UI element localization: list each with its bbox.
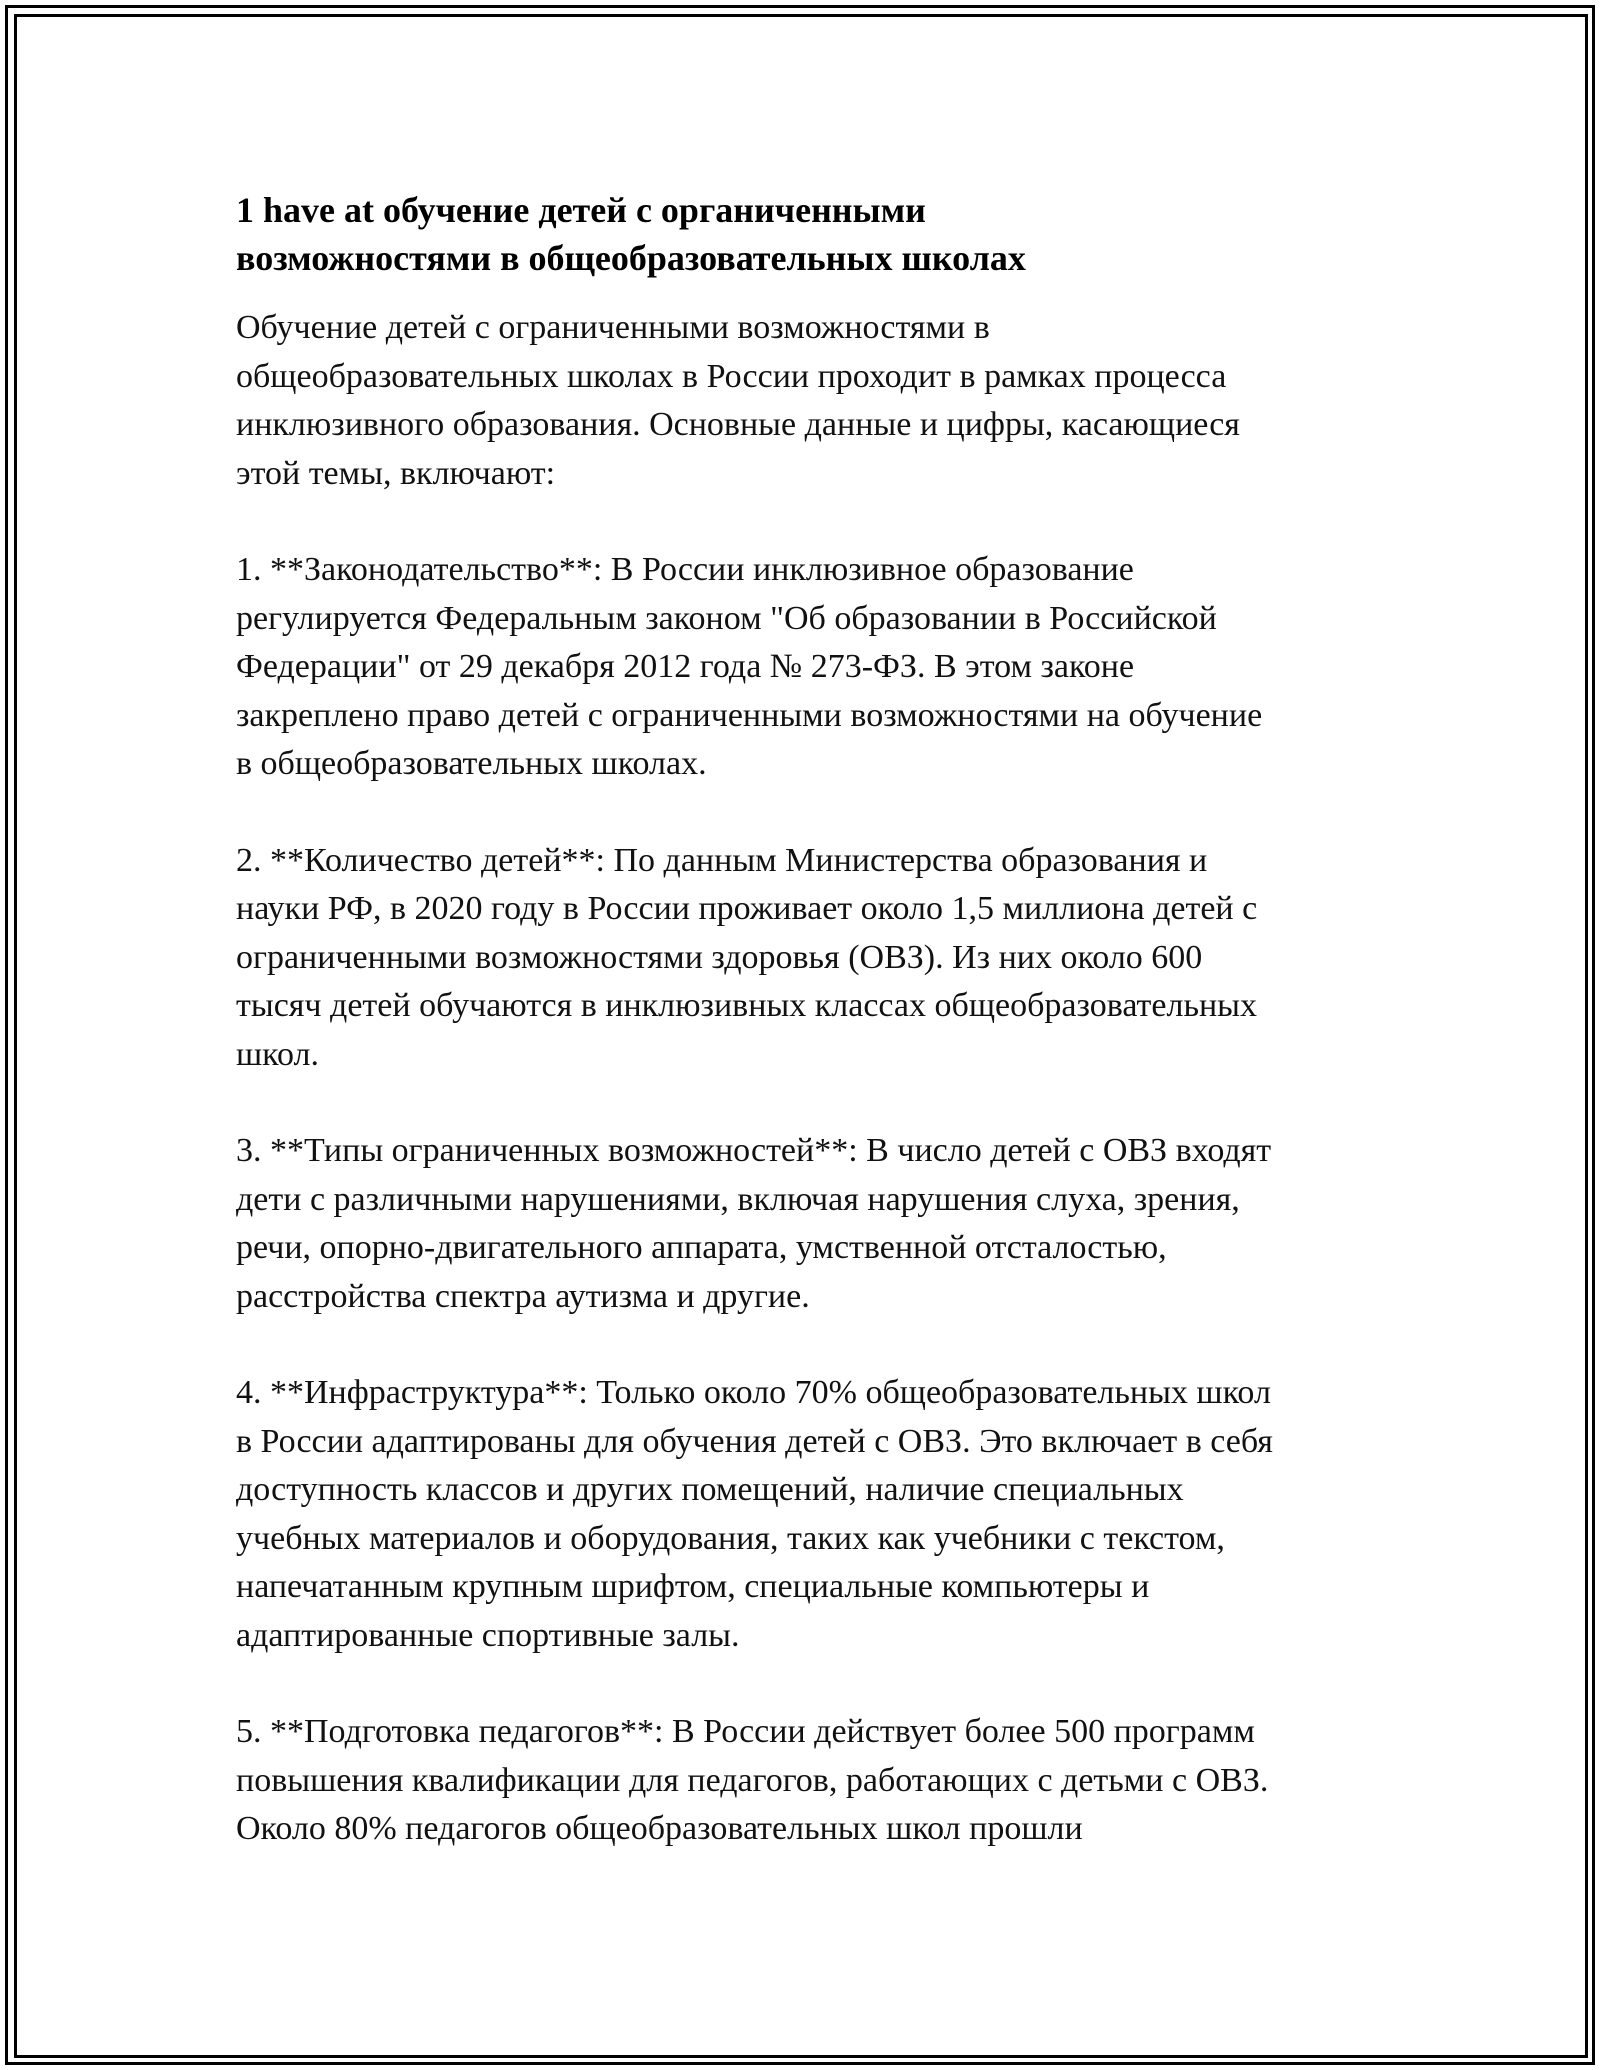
item-infrastructure: 4. **Инфраструктура**: Только около 70% общеобразовательных школ в России адаптированы для обучения детей с ОВЗ. Это включает в себя доступность классов и других помещений, наличие специальных учебных материалов и оборудования, таких как учебники с текстом, напечатанным крупным шрифтом, специальные компьютеры и адаптированные спортивные залы. (236, 1374, 1273, 1654)
document-title: 1 have at обучение детей с органиченными возможностями в общеобразовательных школах (236, 190, 1026, 278)
intro-paragraph: Обучение детей с ограниченными возможностями в общеобразовательных школах в России проходит в рамках процесса инклюзивного образования. Основные данные и цифры, касающиеся этой темы, включают: (236, 309, 1240, 492)
item-disability-types: 3. **Типы ограниченных возможностей**: В число детей с ОВЗ входят дети с различными нарушениями, включая нарушения слуха, зрения, речи, опорно-двигательного аппарата, умственной отсталостью, расстройства спектра аутизма и другие. (236, 1132, 1272, 1315)
document-body (236, 186, 1386, 1902)
item-number-of-children: 2. **Количество детей**: По данным Министерства образования и науки РФ, в 2020 году в России проживает около 1,5 миллиона детей с ограниченными возможностями здоровья (ОВЗ). Из них около 600 тысяч детей обучаются в инклюзивных классах общеобразовательных школ. (236, 841, 1258, 1073)
item-legislation: 1. **Законодательство**: В России инклюзивное образование регулируется Федеральным законом "Об образовании в Российской Федерации" от 29 декабря 2012 года № 273-ФЗ. В этом законе закреплено право детей с ограниченными возможностями на обучение в общеобразовательных школах. (236, 551, 1263, 782)
item-teacher-training: 5. **Подготовка педагогов**: В России действует более 500 программ повышения квалификации для педагогов, работающих с детьми с ОВЗ. Около 80% педагогов общеобразовательных школ прошли (236, 1713, 1269, 1847)
